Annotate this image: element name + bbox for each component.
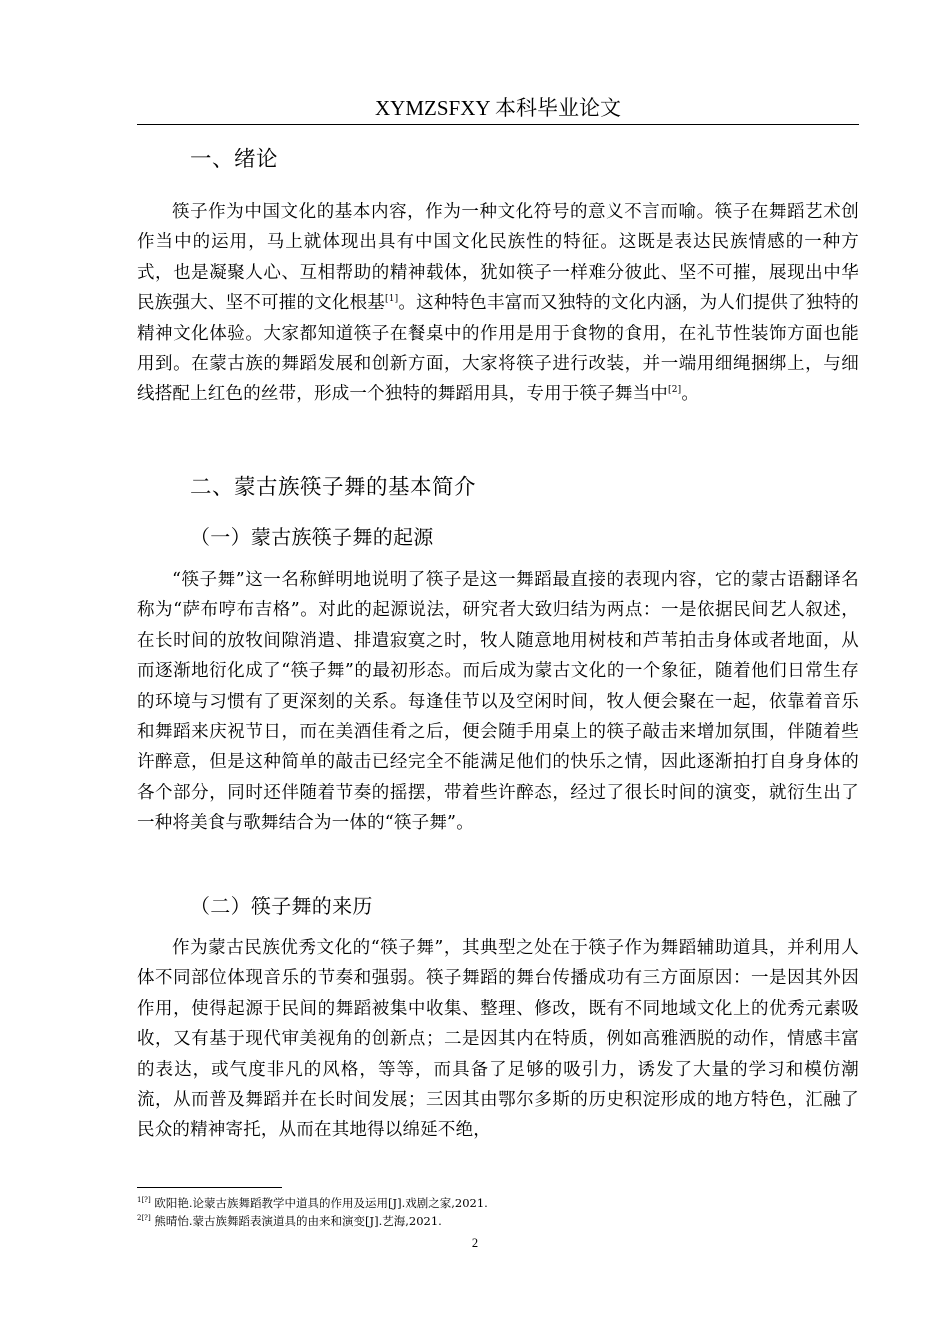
footnote-2-text: 熊晴怡.蒙古族舞蹈表演道具的由来和演变[J].艺海,2021. xyxy=(154,1214,442,1228)
section-1-text-c: 。 xyxy=(681,384,700,405)
section-1-text-a: 筷子作为中国文化的基本内容，作为一种文化符号的意义不言而喻。筷子在舞蹈艺术创作当中的运用，马上就体现出具有中国文化民族性的特征。这既是表达民族情感的一种方式，也是凝聚人心、互相帮助的精神载体，犹如筷子一样难分彼此、坚不可摧，展现出中华民族强大、坚不可摧的文化根基 xyxy=(137,202,859,314)
citation-1[interactable]: [1] xyxy=(385,294,399,305)
subsection-2-2-heading: （二）筷子舞的来历 xyxy=(190,894,373,918)
footnote-1-mark: 1[?] xyxy=(137,1196,151,1205)
footnote-separator xyxy=(137,1187,282,1188)
section-1-heading: 一、绪论 xyxy=(190,147,279,172)
subsection-2-2-paragraph: 作为蒙古民族优秀文化的“筷子舞”，其典型之处在于筷子作为舞蹈辅助道具，并利用人体不同部位体现音乐的节奏和强弱。筷子舞蹈的舞台传播成功有三方面原因：一是因其外因作用，使得起源于民间的舞蹈被集中收集、整理、修改，既有不同地域文化上的优秀元素吸收，又有基于现代审美视角的创新点；二是因其内在特质，例如高雅洒脱的动作，情感丰富的表达，或气度非凡的风格，等等，而具备了足够的吸引力，诱发了大量的学习和模仿潮流，从而普及舞蹈并在长时间发展；三因其由鄂尔多斯的历史积淀形成的地方特色，汇融了民众的精神寄托，从而在其地得以绵延不绝， xyxy=(137,938,859,1141)
section-2-heading: 二、蒙古族筷子舞的基本简介 xyxy=(190,475,477,500)
subsection-2-1-paragraph: “筷子舞”这一名称鲜明地说明了筷子是这一舞蹈最直接的表现内容，它的蒙古语翻译名称为“萨布哼布吉格”。对此的起源说法，研究者大致归结为两点：一是依据民间艺人叙述，在长时间的放牧间隙消遣、排遣寂寞之时，牧人随意地用树枝和芦苇拍击身体或者地面，从而逐渐地衍化成了“筷子舞”的最初形态。而后成为蒙古文化的一个象征，随着他们日常生存的环境与习惯有了更深刻的关系。每逢佳节以及空闲时间，牧人便会聚在一起，依靠着音乐和舞蹈来庆祝节日，而在美酒佳肴之后，便会随手用桌上的筷子敲击来增加氛围，伴随着些许醉意，但是这种简单的敲击已经完全不能满足他们的快乐之情，因此逐渐拍打自身身体的各个部分，同时还伴随着节奏的摇摆，带着些许醉态，经过了很长时间的演变，就衍生出了一种将美食与歌舞结合为一体的“筷子舞”。 xyxy=(137,570,859,834)
subsection-2-1-heading: （一）蒙古族筷子舞的起源 xyxy=(190,525,434,549)
page-number: 2 xyxy=(471,1236,479,1250)
footnote-1 xyxy=(137,1195,488,1211)
citation-2[interactable]: [2] xyxy=(668,385,682,396)
header-rule xyxy=(137,124,859,125)
footnote-1-text: 欧阳艳.论蒙古族舞蹈教学中道具的作用及运用[J].戏剧之家,2021. xyxy=(154,1196,488,1210)
footnote-2 xyxy=(137,1213,442,1229)
running-header: XYMZSFXY 本科毕业论文 xyxy=(375,96,621,120)
section-1-text-b: 。这种特色丰富而又独特的文化内涵，为人们提供了独特的精神文化体验。大家都知道筷子在餐桌中的作用是用于食物的食用，在礼节性装饰方面也能用到。在蒙古族的舞蹈发展和创新方面，大家将筷子进行改装，并一端用细绳捆绑上，与细线搭配上红色的丝带，形成一个独特的舞蹈用具，专用于筷子舞当中 xyxy=(137,293,859,405)
footnote-2-mark: 2[?] xyxy=(137,1214,151,1223)
section-1-paragraph xyxy=(137,197,859,410)
